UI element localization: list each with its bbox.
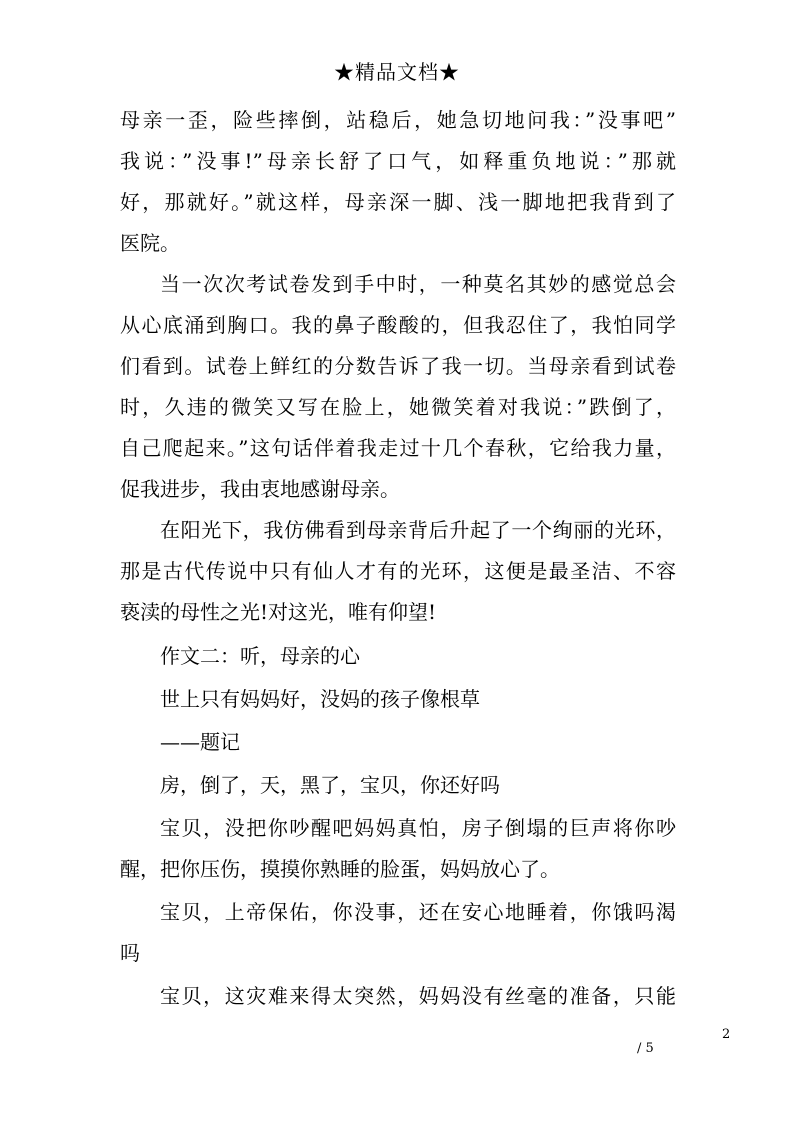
text-line: 醒，把你压伤，摸摸你熟睡的脸蛋，妈妈放心了。 bbox=[120, 857, 560, 881]
epigraph-attribution: ——题记 bbox=[160, 730, 240, 754]
text-line: 自己爬起来。”这句话伴着我走过十几个春秋，它给我力量， bbox=[120, 436, 676, 460]
page-number: 2 bbox=[722, 1027, 731, 1042]
document-header: ★精品文档★ bbox=[334, 60, 460, 84]
page-total: / 5 bbox=[637, 1041, 654, 1056]
text-line: 宝贝，上帝保佑，你没事，还在安心地睡着，你饿吗渴 bbox=[160, 900, 676, 924]
text-line: 宝贝，这灾难来得太突然，妈妈没有丝毫的准备，只能 bbox=[160, 984, 676, 1008]
text-line: 房，倒了，天，黑了，宝贝，你还好吗 bbox=[160, 773, 500, 797]
text-line: 在阳光下，我仿佛看到母亲背后升起了一个绚丽的光环， bbox=[160, 518, 676, 542]
text-line: 母亲一歪，险些摔倒，站稳后，她急切地问我：”没事吧” bbox=[120, 108, 676, 132]
text-line: 宝贝，没把你吵醒吧妈妈真怕，房子倒塌的巨声将你吵 bbox=[160, 816, 676, 840]
text-line: 们看到。试卷上鲜红的分数告诉了我一切。当母亲看到试卷 bbox=[120, 354, 676, 378]
text-line: 当一次次考试卷发到手中时，一种莫名其妙的感觉总会 bbox=[160, 272, 676, 296]
text-line: 那是古代传说中只有仙人才有的光环，这便是最圣洁、不容 bbox=[120, 559, 676, 583]
text-line: 医院。 bbox=[120, 231, 180, 255]
text-line: 我说：”没事!”母亲长舒了口气，如释重负地说：”那就 bbox=[120, 149, 676, 173]
text-line: 吗 bbox=[120, 941, 140, 965]
text-line: 时，久违的微笑又写在脸上，她微笑着对我说：”跌倒了， bbox=[120, 395, 676, 419]
text-line: 促我进步，我由衷地感谢母亲。 bbox=[120, 477, 400, 501]
text-line: 好，那就好。”就这样，母亲深一脚、浅一脚地把我背到了 bbox=[120, 190, 676, 214]
section-heading: 作文二：听，母亲的心 bbox=[160, 644, 360, 668]
epigraph-line: 世上只有妈妈好，没妈的孩子像根草 bbox=[160, 687, 480, 711]
text-line: 从心底涌到胸口。我的鼻子酸酸的，但我忍住了，我怕同学 bbox=[120, 313, 676, 337]
text-line: 亵渎的母性之光!对这光，唯有仰望! bbox=[120, 600, 437, 624]
